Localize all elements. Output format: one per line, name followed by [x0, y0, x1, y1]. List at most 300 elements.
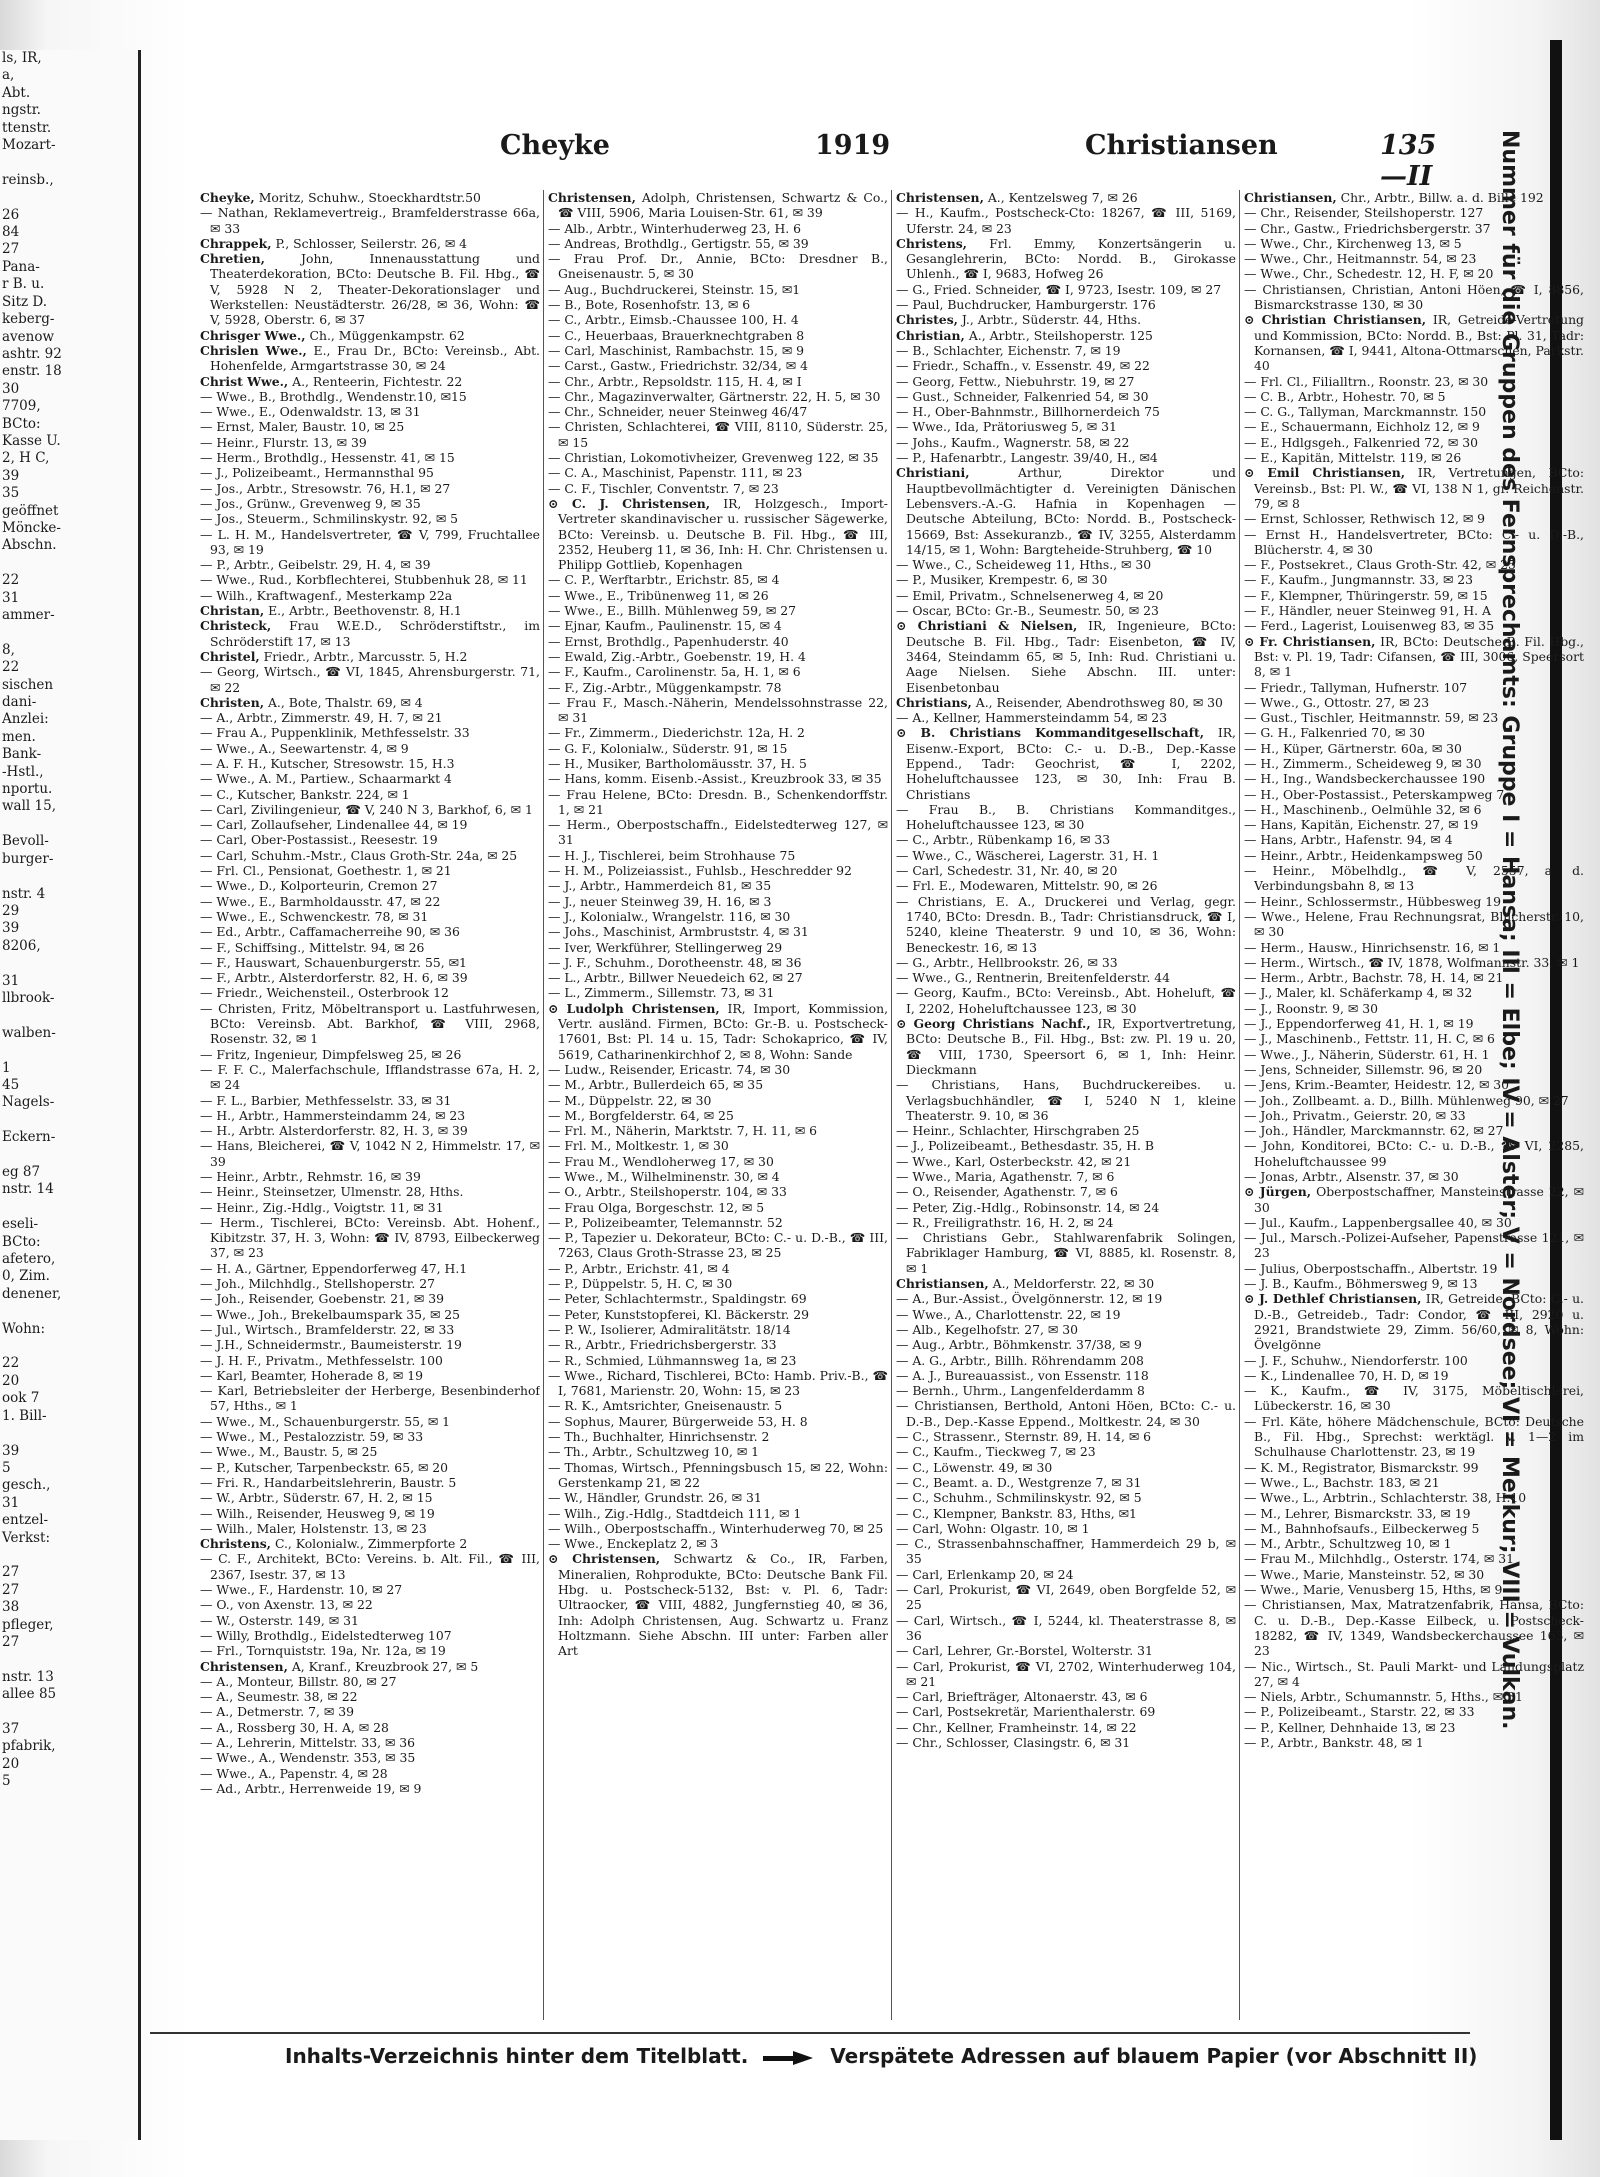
directory-entry: Christiansen, Chr., Arbtr., Billw. a. d. Bille 192	[1244, 190, 1544, 205]
directory-entry: ⊙ B. Christians Kommanditgesellschaft, IR, Eisenw.-Export, BCto: C.- u. D.-B., Dep.-Kasse Eppend., Tadr: Geochrist, ☎ I, 2202, Hoheluftchaussee 123, ✉ 30, Inh: Frau B. Christians	[896, 725, 1236, 802]
directory-entry: — C. F., Tischler, Conventstr. 7, ✉ 23	[548, 480, 779, 496]
directory-entry: — Jens, Schneider, Sillemstr. 96, ✉ 20	[1244, 1061, 1483, 1077]
directory-entry: — Frau B., B. Christians Kommanditges., Hoheluftchaussee 123, ✉ 30	[896, 801, 1236, 833]
directory-entry: — Wwe., Chr., Kirchenweg 13, ✉ 5	[1244, 235, 1462, 251]
directory-entry: — J., Polizeibeamt., Bethesdastr. 35, H. B	[896, 1138, 1155, 1154]
directory-entry: — Ludw., Reisender, Ericastr. 74, ✉ 30	[548, 1061, 791, 1077]
directory-entry: — C. B., Arbtr., Hohestr. 70, ✉ 5	[1244, 388, 1446, 404]
directory-entry: — Frau Helene, BCto: Dresdn. B., Schenkendorffstr. 1, ✉ 21	[548, 786, 888, 817]
margin-fragment: 22	[2, 659, 20, 676]
margin-fragment	[0, 816, 138, 833]
directory-entry: — Chr., Magazinverwalter, Gärtnerstr. 22, H. 5, ✉ 30	[548, 388, 881, 404]
margin-fragment: Pana-	[2, 258, 40, 275]
directory-entry: — Herm., Wirtsch., ☎ IV, 1878, Wolfmannstr. 33, ✉ 1	[1244, 954, 1580, 970]
directory-entry: — C., Strassenbahnschaffner, Hammerdeich 29 b, ✉ 35	[896, 1536, 1236, 1567]
column-2	[548, 190, 888, 2030]
directory-entry: — O., von Axenstr. 13, ✉ 22	[200, 1597, 373, 1613]
directory-entry: — B., Schlachter, Eichenstr. 7, ✉ 19	[896, 342, 1121, 358]
directory-entry: — J. F., Schuhw., Niendorferstr. 100	[1244, 1352, 1468, 1368]
margin-fragment: Bevoll-	[2, 833, 49, 850]
directory-entry: — Frl. Cl., Pensionat, Goethestr. 1, ✉ 21	[200, 863, 452, 879]
directory-entry: — Heinr., Schlossermstr., Hübbesweg 19	[1244, 893, 1501, 909]
directory-entry: — Th., Buchhalter, Hinrichsenstr. 2	[548, 1429, 770, 1445]
directory-entry: — Carl, Wirtsch., ☎ I, 5244, kl. Theaterstrasse 8, ✉ 36	[896, 1612, 1236, 1643]
directory-entry: — H., Zimmerm., Scheideweg 9, ✉ 30	[1244, 755, 1482, 771]
margin-fragment: 7709,	[2, 398, 41, 415]
directory-entry: — Christiansen, Berthold, Antoni Höen, BCto: C.- u. D.-B., Dep.-Kasse Eppend., Moltkestr. 24, ✉ 30	[896, 1398, 1236, 1429]
margin-fragment: 27	[2, 1564, 20, 1581]
directory-entry: — Carl, Zivilingenieur, ☎ V, 240 N 3, Barkhof, 6, ✉ 1	[200, 801, 533, 817]
previous-page-margin	[0, 50, 141, 2140]
margin-fragment: denener,	[2, 1285, 62, 1302]
margin-fragment: nstr. 13	[2, 1668, 54, 1685]
directory-entry: — Carl, Ober-Postassist., Reesestr. 19	[200, 832, 438, 848]
margin-fragment: pfabrik,	[2, 1738, 56, 1755]
directory-entry: — J. F., Schuhm., Dorotheenstr. 48, ✉ 36	[548, 954, 802, 970]
margin-fragment: 39	[2, 467, 20, 484]
margin-fragment	[0, 1147, 138, 1164]
directory-entry: — P., Kutscher, Tarpenbeckstr. 65, ✉ 20	[200, 1459, 449, 1475]
directory-entry: — Carl, Prokurist, ☎ VI, 2702, Winterhuderweg 104, ✉ 21	[896, 1658, 1236, 1689]
directory-entry: — Frl., Tornquiststr. 19a, Nr. 12a, ✉ 19	[200, 1643, 446, 1659]
directory-entry: — M., Arbtr., Schultzweg 10, ✉ 1	[1244, 1536, 1452, 1552]
directory-entry: — Sophus, Maurer, Bürgerweide 53, H. 8	[548, 1413, 808, 1429]
directory-entry: — Ad., Arbtr., Herrenweide 19, ✉ 9	[200, 1780, 422, 1796]
directory-entry: — Hans, Kapitän, Eichenstr. 27, ✉ 19	[1244, 817, 1479, 833]
directory-entry: — Carl, Lehrer, Gr.-Borstel, Wolterstr. 31	[896, 1643, 1153, 1659]
directory-entry: — Wwe., J., Näherin, Süderstr. 61, H. 1	[1244, 1046, 1490, 1062]
column-3	[896, 190, 1236, 2030]
margin-fragment: Mozart-	[2, 137, 56, 154]
directory-entry: — Frl. Cl., Filialltrn., Roonstr. 23, ✉ 30	[1244, 373, 1489, 389]
margin-fragment: pfleger,	[2, 1616, 54, 1633]
directory-entry: — C., Kutscher, Bankstr. 224, ✉ 1	[200, 786, 410, 802]
margin-fragment: Nagels-	[2, 1094, 55, 1111]
directory-entry: — F., Kaufm., Carolinenstr. 5a, H. 1, ✉ 6	[548, 664, 801, 680]
directory-entry: ⊙ Ludolph Christensen, IR, Import, Kommission, Vertr. ausländ. Firmen, BCto: Gr.-B. u. Postscheck-17601, Bst: Pl. 14 u. 15, Tadr: Schokaprico, ☎ IV, 5619, Catharinenkirchhof 2, ✉ 8, Wohn: Sande	[548, 1000, 888, 1062]
margin-fragment: burger-	[2, 850, 54, 867]
directory-entry: — J. H. F., Privatm., Methfesselstr. 100	[200, 1352, 443, 1368]
directory-entry: — Friedr., Weichensteil., Osterbrook 12	[200, 985, 449, 1001]
directory-entry: — Johs., Maschinist, Armbruststr. 4, ✉ 31	[548, 924, 809, 940]
directory-entry: — Jul., Kaufm., Lappenbergsallee 40, ✉ 30	[1244, 1214, 1512, 1230]
directory-entry: — Wwe., L., Bachstr. 183, ✉ 21	[1244, 1474, 1440, 1490]
directory-entry: — Jos., Arbtr., Stresowstr. 76, H.1, ✉ 27	[200, 480, 451, 496]
directory-entry: — Frau Prof. Dr., Annie, BCto: Dresdner B., Gneisenaustr. 5, ✉ 30	[548, 251, 888, 282]
directory-entry: — Wwe., Chr., Heitmannstr. 54, ✉ 23	[1244, 251, 1477, 267]
margin-fragment: walben-	[2, 1024, 56, 1041]
directory-entry: — Chr., Gastw., Friedrichsbergerstr. 37	[1244, 220, 1491, 236]
directory-entry: — Frau A., Puppenklinik, Methfesselstr. 33	[200, 725, 470, 741]
margin-fragment	[0, 1199, 138, 1216]
directory-entry: — C., Schuhm., Schmilinskystr. 92, ✉ 5	[896, 1490, 1142, 1506]
directory-entry: — Wilh., Kraftwagenf., Mesterkamp 22a	[200, 587, 453, 603]
margin-fragment	[0, 1425, 138, 1442]
directory-entry: — Wwe., Ida, Prätoriusweg 5, ✉ 31	[896, 419, 1117, 435]
directory-entry: — Heinr., Arbtr., Rehmstr. 16, ✉ 39	[200, 1169, 421, 1184]
directory-entry: — P., Polizeibeamter, Telemannstr. 52	[548, 1214, 783, 1230]
directory-entry: — W., Arbtr., Süderstr. 67, H. 2, ✉ 15	[200, 1490, 433, 1506]
margin-fragment: Bank-	[2, 746, 42, 763]
directory-entry: Cheyke, Moritz, Schuhw., Stoeckhardtstr.50	[200, 190, 481, 205]
directory-entry: — Joh., Reisender, Goebenstr. 21, ✉ 39	[200, 1291, 444, 1307]
directory-entry: — Georg, Wirtsch., ☎ VI, 1845, Ahrensburgerstr. 71, ✉ 22	[200, 664, 540, 695]
directory-entry: — G., Arbtr., Hellbrookstr. 26, ✉ 33	[896, 954, 1118, 970]
margin-fragment: avenow	[2, 328, 55, 345]
directory-entry: — Wwe., Karl, Osterbeckstr. 42, ✉ 21	[896, 1153, 1132, 1169]
directory-entry: — Wwe., A., Papenstr. 4, ✉ 28	[200, 1765, 388, 1781]
margin-fragment: geöffnet	[2, 502, 59, 519]
directory-entry: — H., Arbtr. Alsterdorferstr. 82, H. 3, ✉ 39	[200, 1123, 468, 1139]
directory-entry: — H., Musiker, Bartholomäusstr. 37, H. 5	[548, 755, 807, 771]
directory-entry: — Joh., Händler, Marckmannstr. 62, ✉ 27	[1244, 1123, 1504, 1139]
margin-fragment: gesch.,	[2, 1477, 51, 1494]
directory-entry: — L. H. M., Handelsvertreter, ☎ V, 799, Fruchtallee 93, ✉ 19	[200, 526, 540, 557]
directory-entry: — Georg, Kaufm., BCto: Vereinsb., Abt. Hoheluft, ☎ I, 2202, Hoheluftchaussee 123, ✉ 30	[896, 985, 1236, 1016]
margin-fragment: a,	[2, 67, 15, 84]
margin-fragment: 8,	[2, 641, 15, 658]
directory-entry: Chrisger Wwe., Ch., Müggenkampstr. 62	[200, 327, 465, 343]
page-number: 135—II	[1380, 130, 1437, 192]
directory-entry: — Herm., Hausw., Hinrichsenstr. 16, ✉ 1	[1244, 939, 1501, 955]
telephone-exchange-strip	[1462, 130, 1522, 1910]
directory-entry: Christiani, Arthur, Direktor und Hauptbevollmächtigter d. Vereinigten Dänischen Lebensvers.-A.-G. Hafnia in Kopenhagen — Deutsche Abteilung, BCto: Nordd. B., Postscheck- 15669, Bst: Assekuranzb., ☎ IV, 3255, Alsterdamm 14/15, ✉ 1, Wohn: Bargteheide-Struhberg, ☎ 10	[896, 465, 1236, 557]
directory-entry: — P., Polizeibeamt., Starstr. 22, ✉ 33	[1244, 1704, 1475, 1720]
directory-entry: — Gust., Tischler, Heitmannstr. 59, ✉ 23	[1244, 710, 1499, 726]
directory-entry: — Christen, Schlachterei, ☎ VIII, 8110, Süderstr. 25, ✉ 15	[548, 419, 888, 450]
directory-entry: — F., Klempner, Thüringerstr. 59, ✉ 15	[1244, 587, 1488, 603]
directory-entry: — Wwe., Marie, Mansteinstr. 52, ✉ 30	[1244, 1566, 1485, 1582]
margin-fragment	[0, 1704, 138, 1721]
margin-fragment: ashtr. 92	[2, 345, 62, 362]
column-4	[1244, 190, 1584, 2030]
directory-entry: — Karl, Betriebsleiter der Herberge, Besenbinderhof 57, Hths., ✉ 1	[200, 1383, 540, 1414]
margin-fragment: wall 15,	[2, 798, 56, 815]
directory-entry: — C., Arbtr., Rübenkamp 16, ✉ 33	[896, 832, 1111, 848]
margin-fragment: 31	[2, 1494, 20, 1511]
directory-entry: — Jul., Marsch.-Polizei-Aufseher, Papenstrasse 121, ✉ 23	[1244, 1230, 1584, 1261]
directory-entry: — Ed., Arbtr., Caffamacherreihe 90, ✉ 36	[200, 924, 460, 940]
directory-entry: Christeck, Frau W.E.D., Schröderstiftstr., im Schröderstift 17, ✉ 13	[200, 618, 540, 649]
directory-entry: — Peter, Kunststopferei, Kl. Bäckerstr. 29	[548, 1306, 810, 1322]
directory-entry: — J., Eppendorferweg 41, H. 1, ✉ 19	[1244, 1016, 1474, 1032]
directory-entry: — Joh., Milchhdlg., Stellshoperstr. 27	[200, 1276, 435, 1292]
directory-entry: — H. M., Polizeiassist., Fuhlsb., Heschredder 92	[548, 863, 852, 879]
margin-fragment: 37	[2, 1721, 20, 1737]
directory-entry: — J., Maler, kl. Schäferkamp 4, ✉ 32	[1244, 985, 1473, 1001]
directory-entry: — Oscar, BCto: Gr.-B., Seumestr. 50, ✉ 23	[896, 603, 1159, 619]
directory-entry: Christ Wwe., A., Renteerin, Fichtestr. 22	[200, 373, 463, 389]
directory-entry: — Gust., Schneider, Falkenried 54, ✉ 30	[896, 388, 1149, 404]
directory-entry: — R., Freiligrathstr. 16, H. 2, ✉ 24	[896, 1214, 1114, 1230]
directory-entry: ⊙ Christian Christiansen, IR, Getreide-Vertretung und Kommission, BCto: Nordd. B., Bst: Pl. 31, Tadr: Kornansen, ☎ I, 9441, Altona-Ottmarschen, Parkstr. 40	[1244, 312, 1584, 374]
telephone-groups-legend: Nummer für die Gruppen des Fernsprechamts: Gruppe I = Hansa; III = Elbe; IV = Alster; V = Nordsee; VI = Merkur; VIII = Vulkan.	[1497, 130, 1522, 1730]
directory-entry: — Wwe., Richard, Tischlerei, BCto: Hamb. Priv.-B., ☎ I, 7681, Marienstr. 20, Wohn: 15, ✉ 23	[548, 1367, 888, 1399]
directory-entry: — O., Reisender, Agathenstr. 7, ✉ 6	[896, 1184, 1118, 1200]
directory-entry: — L., Zimmerm., Sillemstr. 73, ✉ 31	[548, 985, 775, 1001]
directory-entry: — Wwe., G., Ottostr. 27, ✉ 23	[1244, 694, 1430, 710]
directory-entry: — M., Arbtr., Bullerdeich 65, ✉ 35	[548, 1077, 764, 1093]
directory-entry: — A., Bur.-Assist., Övelgönnerstr. 12, ✉ 19	[896, 1291, 1163, 1307]
directory-entry: — Hans, komm. Eisenb.-Assist., Kreuzbrook 33, ✉ 35	[548, 771, 882, 787]
directory-entry: — Carst., Gastw., Friedrichstr. 32/34, ✉ 4	[548, 358, 808, 374]
margin-fragment: Abschn.	[2, 537, 57, 554]
directory-entry: — Aug., Buchdruckerei, Steinstr. 15, ✉1	[548, 281, 801, 297]
directory-entry: — P., Arbtr., Bankstr. 48, ✉ 1	[1244, 1734, 1424, 1750]
margin-fragment: 84	[2, 224, 20, 241]
directory-entry: — Joh., Zollbeamt. a. D., Billh. Mühlenweg 90, ✉ 27	[1244, 1092, 1569, 1108]
directory-entry: — Hans, Arbtr., Hafenstr. 94, ✉ 4	[1244, 832, 1453, 848]
directory-entry: — A. J., Bureauassist., von Essenstr. 118	[896, 1367, 1149, 1383]
margin-fragment: 31	[2, 589, 20, 606]
directory-entry: — C., Klempner, Bankstr. 83, Hths, ✉1	[896, 1505, 1137, 1521]
column-divider	[543, 190, 544, 2020]
directory-entry: — Carl, Briefträger, Altonaerstr. 43, ✉ 6	[896, 1689, 1148, 1705]
directory-entry: — J., Kolonialw., Wrangelstr. 116, ✉ 30	[548, 908, 791, 924]
directory-entry: Chretien, John, Innenausstattung und Theaterdekoration, BCto: Deutsche B. Fil. Hbg., ☎ V, 5928 N 2, Theater-Dekorationslager und Werkstellen: Neustädterstr. 26/28, ✉ 36, Wohn: ☎ V, 5928, Oberstr. 6, ✉ 37	[200, 251, 540, 328]
margin-fragment: reinsb.,	[2, 171, 54, 188]
directory-entry: ⊙ J. Dethlef Christiansen, IR, Getreide, BCto: C.- u. D.-B., Getreideb., Tadr: Condor, ☎ III, 2920 u. 2921, Brandstwiete 29, Zimm. 56/60, ✉ 8, Wohn: Övelgönne	[1244, 1291, 1584, 1353]
margin-fragment	[0, 555, 138, 572]
directory-entry: — Heinr., Zig.-Hdlg., Voigtstr. 11, ✉ 31	[200, 1199, 444, 1215]
directory-entry: — A., Rossberg 30, H. A, ✉ 28	[200, 1719, 389, 1735]
directory-entry: — Fr., Zimmerm., Diederichstr. 12a, H. 2	[548, 725, 805, 741]
directory-entry: — Paul, Buchdrucker, Hamburgerstr. 176	[896, 297, 1156, 313]
directory-entry: — Alb., Kegelhofstr. 27, ✉ 30	[896, 1321, 1079, 1337]
directory-entry: ⊙ Christiani & Nielsen, IR, Ingenieure, BCto: Deutsche B. Fil. Hbg., Tadr: Eisenbeton, ☎ IV, 3464, Steindamm 65, ✉ 5, Inh: Rud. Christiani u. Aage Nielsen. Siehe Abschn. III. unter: Eisenbetonbau	[896, 618, 1236, 695]
directory-entry: — Frau Olga, Borgeschstr. 12, ✉ 5	[548, 1199, 765, 1215]
directory-entry: Christensen, A., Kentzelsweg 7, ✉ 26	[896, 190, 1138, 205]
margin-fragment	[0, 154, 138, 171]
margin-fragment: -Hstl.,	[2, 763, 44, 780]
margin-fragment: 5	[2, 1773, 11, 1790]
directory-entry: — C., Löwenstr. 49, ✉ 30	[896, 1459, 1053, 1475]
directory-entry: — A., Kellner, Hammersteindamm 54, ✉ 23	[896, 710, 1168, 726]
margin-fragment: 27	[2, 1581, 20, 1598]
directory-entry: — H., Arbtr., Hammersteindamm 24, ✉ 23	[200, 1107, 466, 1123]
directory-entry: Christes, J., Arbtr., Süderstr. 44, Hths.	[896, 312, 1142, 328]
directory-entry: — M., Borgfelderstr. 64, ✉ 25	[548, 1107, 734, 1123]
margin-fragment: Sitz D.	[2, 293, 48, 310]
directory-entry: — F., Postsekret., Claus Groth-Str. 42, ✉ 25	[1244, 557, 1516, 573]
directory-entry: — H., Kaufm., Postscheck-Cto: 18267, ☎ III, 5169, Uferstr. 24, ✉ 23	[896, 205, 1236, 236]
directory-entry: Christen, A., Bote, Thalstr. 69, ✉ 4	[200, 694, 423, 710]
directory-entry: — Carl, Prokurist, ☎ VI, 2649, oben Borgfelde 52, ✉ 25	[896, 1582, 1236, 1613]
margin-fragment: keberg-	[2, 311, 55, 328]
directory-entry: — Wwe., E., Barmholdausstr. 47, ✉ 22	[200, 893, 441, 909]
margin-fragment: 35	[2, 485, 20, 502]
directory-entry: — Christen, Fritz, Möbeltransport u. Lastfuhrwesen, BCto: Vereinsb. Abt. Barkhof, ☎ VIII, 2968, Rosenstr. 32, ✉ 1	[200, 1000, 540, 1047]
directory-entry: — Jens, Krim.-Beamter, Heidestr. 12, ✉ 30	[1244, 1077, 1510, 1093]
directory-entry: — Wwe., C., Scheideweg 11, Hths., ✉ 30	[896, 557, 1152, 573]
directory-entry: — Frl. Käte, höhere Mädchenschule, BCto: Deutsche B., Fil. Hbg., Sprechst: werktägl. v. 1—2 im Schulhause Charlottenstr. 23, ✉ 19	[1244, 1413, 1584, 1460]
directory-entry: — Ernst, Maler, Baustr. 10, ✉ 25	[200, 419, 405, 435]
directory-entry: — W., Osterstr. 149, ✉ 31	[200, 1612, 359, 1628]
directory-entry: — M., Düppelstr. 22, ✉ 30	[548, 1092, 712, 1108]
directory-entry: — P., Kellner, Dehnhaide 13, ✉ 23	[1244, 1719, 1456, 1735]
directory-columns	[200, 190, 1584, 2030]
column-divider	[891, 190, 892, 2020]
directory-entry: — M., Lehrer, Bismarckstr. 33, ✉ 19	[1244, 1505, 1471, 1521]
header-first-name: Cheyke	[500, 130, 610, 161]
directory-entry: — Heinr., Schlachter, Hirschgraben 25	[896, 1123, 1140, 1139]
directory-entry: — Jos., Steuerm., Schmilinskystr. 92, ✉ 5	[200, 511, 459, 527]
margin-fragment: nportu.	[2, 781, 53, 798]
directory-entry: — Jonas, Arbtr., Alsenstr. 37, ✉ 30	[1244, 1169, 1459, 1184]
margin-fragment	[0, 1303, 138, 1320]
directory-entry: — Alb., Arbtr., Winterhuderweg 23, H. 6	[548, 220, 802, 236]
directory-entry: Christians, A., Reisender, Abendrothsweg 80, ✉ 30	[896, 694, 1223, 710]
directory-entry: Christian, A., Arbtr., Steilshoperstr. 125	[896, 327, 1153, 343]
margin-fragment: 31	[2, 972, 20, 989]
directory-entry: — Carl, Postsekretär, Marienthalerstr. 69	[896, 1704, 1156, 1720]
directory-entry: — Aug., Arbtr., Böhmkenstr. 37/38, ✉ 9	[896, 1337, 1142, 1353]
directory-entry: — Bernh., Uhrm., Langenfelderdamm 8	[896, 1383, 1145, 1399]
directory-entry: — Friedr., Schaffn., v. Essenstr. 49, ✉ 22	[896, 358, 1150, 374]
directory-entry: — Christiansen, Christian, Antoni Höen, ☎ I, 8856, Bismarckstrasse 130, ✉ 30	[1244, 281, 1584, 313]
directory-entry: — Heinr., Möbelhdlg., ☎ V, 2557, a. d. Verbindungsbahn 8, ✉ 13	[1244, 863, 1584, 894]
directory-entry: — Heinr., Arbtr., Heidenkampsweg 50	[1244, 847, 1483, 863]
column-1	[200, 190, 540, 2030]
directory-entry: — Frau M., Wendloherweg 17, ✉ 30	[548, 1153, 774, 1169]
directory-entry: — Ernst, Brothdlg., Papenhuderstr. 40	[548, 633, 789, 649]
directory-entry: — Ewald, Zig.-Arbtr., Goebenstr. 19, H. 4	[548, 648, 806, 664]
margin-fragment: enstr. 18	[2, 363, 62, 380]
directory-entry: — H. J., Tischlerei, beim Strohhause 75	[548, 847, 796, 863]
directory-entry: — K., Lindenallee 70, H. D, ✉ 19	[1244, 1367, 1449, 1383]
directory-entry: — Frl. M., Moltkestr. 1, ✉ 30	[548, 1138, 729, 1154]
directory-entry: — E., Hdlgsgeh., Falkenried 72, ✉ 30	[1244, 434, 1478, 450]
directory-entry: — H., Küper, Gärtnerstr. 60a, ✉ 30	[1244, 740, 1462, 756]
directory-entry: — Wwe., Helene, Frau Rechnungsrat, Blücherstr. 10, ✉ 30	[1244, 908, 1584, 940]
margin-fragment: eseli-	[2, 1216, 39, 1233]
directory-entry: — L., Arbtr., Billwer Neuedeich 62, ✉ 27	[548, 970, 803, 986]
directory-entry: — Chr., Kellner, Framheinstr. 14, ✉ 22	[896, 1719, 1137, 1735]
directory-entry: — Jos., Grünw., Grevenweg 9, ✉ 35	[200, 495, 421, 511]
directory-entry: — H., Ober-Bahnmstr., Billhornerdeich 75	[896, 404, 1160, 420]
directory-entry: — C., Heuerbaas, Brauerknechtgraben 8	[548, 327, 805, 343]
directory-entry: — Wwe., A., Wendenstr. 353, ✉ 35	[200, 1750, 416, 1766]
directory-entry: — Wilh., Maler, Holstenstr. 13, ✉ 23	[200, 1520, 427, 1536]
directory-entry: Christiansen, A., Meldorferstr. 22, ✉ 30	[896, 1276, 1155, 1292]
directory-entry: Christens, Frl. Emmy, Konzertsängerin u. Gesanglehrerin, BCto: Nordd. B., Girokasse Uhlenh., ☎ I, 9683, Hofweg 26	[896, 235, 1236, 282]
directory-entry: — Chr., Reisender, Steilshoperstr. 127	[1244, 205, 1484, 221]
margin-fragment: 26	[2, 206, 20, 223]
directory-entry: ⊙ C. J. Christensen, IR, Holzgesch., Import-Vertreter skandinavischer u. russischer Sägewerke, BCto: Vereinsb. u. Deutsche B. Fil. Hbg., ☎ III, 2352, Heuberg 11, ✉ 36, Inh: H. Chr. Christensen u. Philipp Gottlieb, Kopenhagen	[548, 495, 888, 573]
directory-entry: Christens, C., Kolonialw., Zimmerpforte 2	[200, 1536, 468, 1552]
directory-entry: — Carl, Schedestr. 31, Nr. 40, ✉ 20	[896, 863, 1118, 879]
directory-entry: — Wilh., Zig.-Hdlg., Stadtdeich 111, ✉ 1	[548, 1505, 802, 1521]
directory-entry: — Wwe., Chr., Schedestr. 12, H. F, ✉ 20	[1244, 266, 1494, 282]
directory-entry: — Georg, Fettw., Niebuhrstr. 19, ✉ 27	[896, 373, 1135, 389]
directory-entry: Chrappek, P., Schlosser, Seilerstr. 26, ✉ 4	[200, 235, 468, 251]
directory-entry: — P., Arbtr., Geibelstr. 29, H. 4, ✉ 39	[200, 557, 431, 573]
margin-fragment: Wohn:	[2, 1320, 46, 1337]
directory-entry: — Wwe., E., Billh. Mühlenweg 59, ✉ 27	[548, 603, 796, 619]
directory-entry: — H. A., Gärtner, Eppendorferweg 47, H.1	[200, 1260, 468, 1276]
margin-fragment: ls, IR,	[2, 50, 42, 66]
directory-entry: — Joh., Privatm., Geierstr. 20, ✉ 33	[1244, 1107, 1466, 1123]
directory-entry: — F., Händler, neuer Steinweg 91, H. A	[1244, 603, 1491, 619]
directory-entry: — Nathan, Reklamevertreig., Bramfelderstrasse 66a, ✉ 33	[200, 205, 540, 236]
directory-entry: — Iver, Werkführer, Stellingerweg 29	[548, 939, 783, 955]
directory-entry: — Julius, Oberpostschaffn., Albertstr. 19	[1244, 1260, 1498, 1276]
directory-entry: — Ernst H., Handelsvertreter, BCto: C.- u. D.-B., Blücherstr. 4, ✉ 30	[1244, 526, 1584, 557]
directory-entry: — Wwe., B., Brothdlg., Wendenstr.10, ✉15	[200, 388, 467, 404]
directory-entry: — F., Zig.-Arbtr., Müggenkampstr. 78	[548, 679, 782, 695]
directory-entry: — Chr., Schneider, neuer Steinweg 46/47	[548, 404, 808, 420]
directory-entry: — C. P., Werftarbtr., Erichstr. 85, ✉ 4	[548, 572, 780, 588]
margin-fragment: Anzlei:	[2, 711, 49, 728]
directory-entry: — Johs., Kaufm., Wagnerstr. 58, ✉ 22	[896, 434, 1130, 450]
directory-entry: — Fritz, Ingenieur, Dimpfelsweg 25, ✉ 26	[200, 1046, 462, 1062]
margin-fragment: 0, Zim.	[2, 1268, 50, 1285]
directory-entry: — Wwe., Marie, Venusberg 15, Hths, ✉ 9	[1244, 1582, 1503, 1598]
directory-entry: — Wwe., M., Schauenburgerstr. 55, ✉ 1	[200, 1413, 451, 1429]
directory-entry: — Carl, Zollaufseher, Lindenallee 44, ✉ 19	[200, 817, 468, 833]
directory-entry: — C. F., Architekt, BCto: Vereins. b. Alt. Fil., ☎ III, 2367, Isestr. 37, ✉ 13	[200, 1551, 540, 1582]
margin-fragment: sischen	[2, 676, 54, 693]
directory-entry: — J., Polizeibeamt., Hermannsthal 95	[200, 465, 434, 481]
margin-fragment: dani-	[2, 694, 37, 711]
directory-entry: — H., Ober-Postassist., Peterskampweg 7	[1244, 786, 1505, 802]
directory-entry: — Willy, Brothdlg., Eidelstedterweg 107	[200, 1627, 452, 1643]
directory-entry: — Niels, Arbtr., Schumannstr. 5, Hths., ✉ 31	[1244, 1689, 1523, 1705]
directory-entry: — F., Arbtr., Alsterdorferstr. 82, H. 6, ✉ 39	[200, 970, 468, 986]
directory-entry: — B., Bote, Rosenhofstr. 13, ✉ 6	[548, 297, 751, 313]
directory-entry: — G. F., Kolonialw., Süderstr. 91, ✉ 15	[548, 740, 788, 756]
directory-entry: Chrislen Wwe., E., Frau Dr., BCto: Vereinsb., Abt. Hohenfelde, Armgartstrasse 30, ✉ 24	[200, 342, 540, 374]
directory-entry: — C., Beamt. a. D., Westgrenze 7, ✉ 31	[896, 1474, 1142, 1490]
margin-fragment: 1	[2, 1059, 11, 1076]
directory-entry: — Wwe., Maria, Agathenstr. 7, ✉ 6	[896, 1169, 1115, 1184]
directory-entry: — G. H., Falkenried 70, ✉ 30	[1244, 725, 1426, 741]
margin-fragment: eg 87	[2, 1164, 41, 1180]
directory-entry: — Frau M., Milchhdlg., Osterstr. 174, ✉ 31	[1244, 1551, 1514, 1567]
directory-entry: — C., Strassenr., Sternstr. 89, H. 14, ✉ 6	[896, 1429, 1152, 1445]
directory-entry: — R. K., Amtsrichter, Gneisenaustr. 5	[548, 1398, 783, 1414]
directory-entry: — A. G., Arbtr., Billh. Röhrendamm 208	[896, 1352, 1144, 1368]
margin-fragment: Abt.	[2, 84, 31, 101]
directory-entry: — Hans, Bleicherei, ☎ V, 1042 N 2, Himmelstr. 17, ✉ 39	[200, 1138, 540, 1169]
directory-entry: — Thomas, Wirtsch., Pfenningsbusch 15, ✉ 22, Wohn: Gerstenkamp 21, ✉ 22	[548, 1459, 888, 1490]
margin-fragment	[0, 955, 138, 972]
directory-entry: — Friedr., Tallyman, Hufnerstr. 107	[1244, 679, 1468, 695]
directory-entry: — Carl, Maschinist, Rambachstr. 15, ✉ 9	[548, 342, 805, 358]
directory-entry: ⊙ Emil Christiansen, IR, Vertretungen, BCto: Vereinsb., Bst: Pl. W., ☎ VI, 138 N 1, gr. Reichenstr. 79, ✉ 8	[1244, 465, 1584, 511]
margin-fragment: Kasse U.	[2, 432, 61, 449]
directory-entry: — P., Tapezier u. Dekorateur, BCto: C.- u. D.-B., ☎ III, 7263, Claus Groth-Strasse 23, ✉ 25	[548, 1230, 888, 1261]
directory-entry: — Wwe., E., Tribünenweg 11, ✉ 26	[548, 587, 769, 603]
directory-entry: — John, Konditorei, BCto: C.- u. D.-B., ☎ VI, 2285, Hoheluftchaussee 99	[1244, 1138, 1584, 1169]
directory-entry: — Christian, Lokomotivheizer, Grevenweg 122, ✉ 35	[548, 450, 879, 466]
margin-fragment: 5	[2, 1459, 11, 1476]
directory-entry: — A., Detmerstr. 7, ✉ 39	[200, 1704, 354, 1720]
directory-entry: — Wwe., L., Arbtrin., Schlachterstr. 38, H.10	[1244, 1490, 1527, 1506]
directory-entry: — C., Kaufm., Tieckweg 7, ✉ 23	[896, 1444, 1096, 1460]
margin-fragment: ngstr.	[2, 102, 41, 119]
directory-entry: — K., Kaufm., ☎ IV, 3175, Möbeltischlerei, Lübeckerstr. 16, ✉ 30	[1244, 1383, 1584, 1414]
directory-entry: — Wwe., A. M., Partiew., Schaarmarkt 4	[200, 771, 452, 787]
directory-entry: — Chr., Schlosser, Clasingstr. 6, ✉ 31	[896, 1734, 1131, 1750]
margin-fragment: entzel-	[2, 1512, 49, 1529]
directory-entry: — Ejnar, Kaufm., Paulinenstr. 15, ✉ 4	[548, 618, 782, 634]
page-header	[150, 130, 1460, 192]
directory-entry: — G., Fried. Schneider, ☎ I, 9723, Isestr. 109, ✉ 27	[896, 281, 1222, 297]
directory-entry: — W., Händler, Grundstr. 26, ✉ 31	[548, 1490, 762, 1506]
margin-fragment: allee 85	[2, 1686, 57, 1703]
margin-fragment: afetero,	[2, 1251, 56, 1268]
